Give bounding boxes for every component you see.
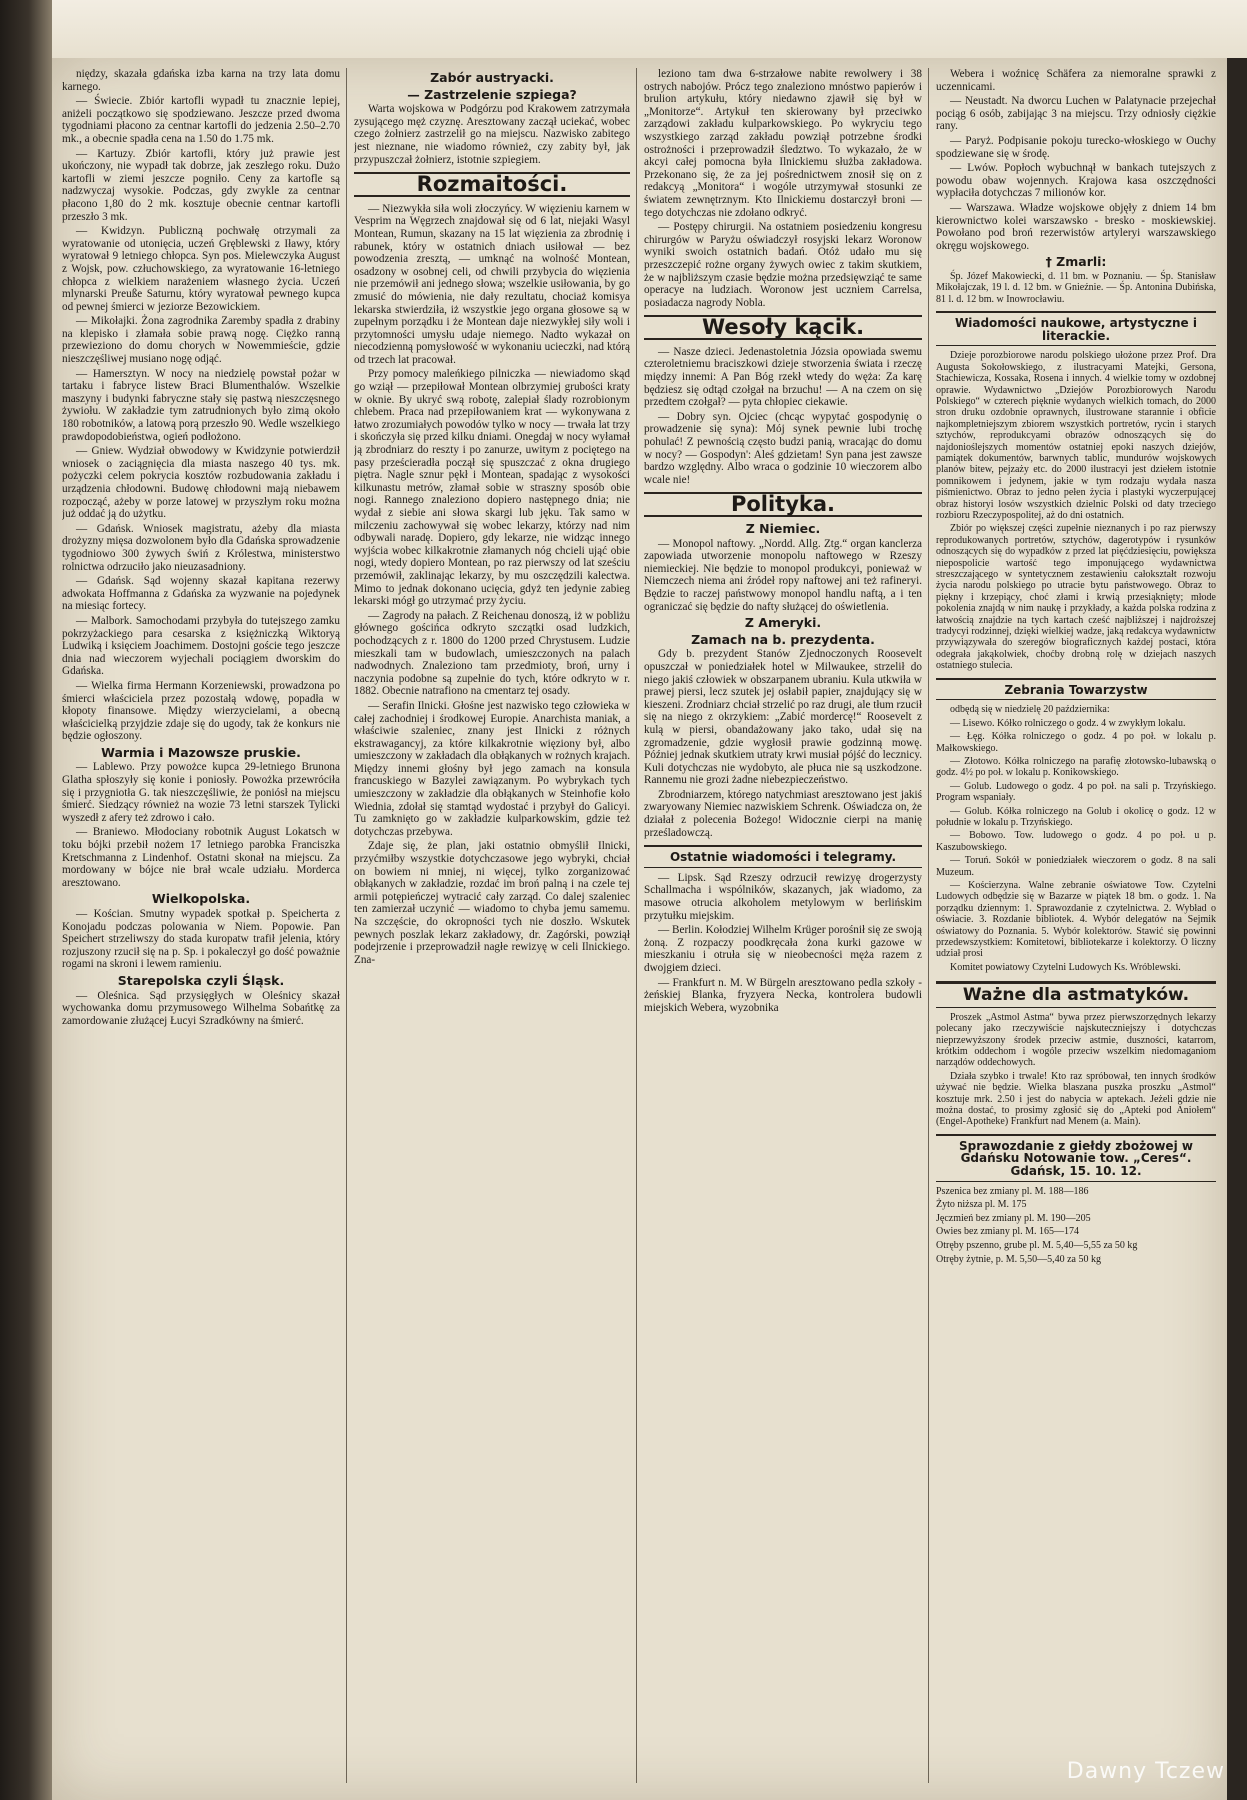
- article-paragraph: — Frankfurt n. M. W Bürgeln aresztowano pedla szkoły - żeńskiej Blanka, fryzyera Necka, kontrolera budowli miejskich Webera, wyzobnika: [644, 976, 922, 1014]
- article-paragraph: — Kościan. Smutny wypadek spotkał p. Speicherta z Konojadu podczas polowania w Niem. Popowie. Pan Speichert strzeliwszy do stada kuropatw trafił jelenia, który rozjuszony rzucił się na p. Sp. i pokaleczył go dość poważnie rogami na skroni i lewem ramieniu.: [62, 908, 340, 971]
- watermark-text: Dawny Tczew: [1066, 1759, 1225, 1784]
- column-rule: [636, 68, 637, 1783]
- article-paragraph: Zdaje się, że plan, jaki ostatnio obmyślił Ilnicki, przyćmiłby wszystkie dotychczasowe jego wybryki, chciał on bowiem ni mniej, ni więcej, tylko zorganizować obłąkanych w zakładzie, rozdać im broń palną i na czele tej armii potępieńczej wytracić cały zarząd. Co dalej szaleniec ten zamierzał uczynić — wiadomo to chyba jemu samemu. Na szczęście, do okropności tych nie doszło. Wskutek pewnych poszlak lekarz zakładowy, dr. Zagórski, powziął podejrzenie i przeprowadził nagłe rewizyę w celi Ilnickiego. Zna-: [354, 840, 630, 966]
- article-paragraph: leziono tam dwa 6-strzałowe nabite rewolwery i 38 ostrych nabojów. Prócz tego znaleziono mnóstwo papierów i brulion artykułu, który niedawno zjawił się był w „Monitorze“. Artykuł ten skierowany był przeciwko zarządowi zakładu kulparkowskiego. Po wykryciu tego wszystkiego zarząd zakładu powziął potrzebne środki ostrożności i przeprowadził śledztwo. To wykazało, że w akcyi całej pomocna była Ilnickiemu służba zakładowa. Przekonano się, że za jej pośrednictwem znosił się on z redakcyą „Monitora“ i wogóle utrzymywał stosunki ze światem zewnętrznym. Kto Ilnickiemu dostarczył broni — tego dotychczas nie zdołano odkryć.: [644, 68, 922, 219]
- article-paragraph: — Wielka firma Hermann Korzeniewski, prowadzona po śmierci właściciela przez pozostałą wdowę, popadła w kłopoty finansowe. Między wierzycielami, a obecną właścicielką przyjdzie zdaje się do ugody, tak że konkurs nie będzie ogłoszony.: [62, 679, 340, 743]
- article-paragraph: — Świecie. Zbiór kartofli wypadł tu znacznie lepiej, aniżeli początkowo się spodziewano. Jeszcze przed dwoma tygodniami płacono za centnar kartofli do jedzenia 2.50–2.70 mk., a obecnie spadła cena na 1.50 do 1.75 mk.: [62, 95, 340, 145]
- article-paragraph: — Oleśnica. Sąd przysięgłych w Oleśnicy skazał wychowanka domu przymusowego Wilhelma Sobańtkę za zamordowanie złużącej Łucyi Szradkówny na śmierć.: [62, 989, 340, 1027]
- notice-paragraph: — Golub. Kółka rolniczego na Golub i okolicę o godz. 12 w południe w lokalu p. Trzyńskiego.: [936, 805, 1216, 828]
- article-paragraph: — Gniew. Wydział obwodowy w Kwidzynie potwierdził wniosek o zaciągnięcia dla miasta naszego 40 tys. mk. pożyczki celem pokrycia kosztów rozbudowania zakładu i urządzenia chłodowni. Budowę chłodowni mają niebawem rozpocząć, ażeby w porze latowej w przyszłym roku można już oddać ją do użytku.: [62, 445, 340, 521]
- article-paragraph: — Serafin Ilnicki. Głośne jest nazwisko tego człowieka w całej zachodniej i środkowej Europie. Anarchista maniak, a właściwie szaleniec, znany jest Ilnicki z różnych ekstrawagancyj, za które kilkakrotnie więziony był, albo umieszczony w zakładach dla obłąkanych w rożnych krajach. Między innemi głośny był jego zamach na konsula francuskiego w Bazylei zawiązanym. Po wybrykach tych umieszczony w zakładzie dla obłąkanych w Steinhofie koło Wiednia, zdołał się stamtąd wydostać i przybył do Galicyi. Tu zamknięto go w zakładzie kulparkowskim, gdzie też dotychczas przebywa.: [354, 699, 630, 838]
- column-4: [936, 68, 1216, 1788]
- article-heading: Z Niemiec.: [745, 521, 821, 536]
- article-paragraph: — Malbork. Samochodami przybyła do tutejszego zamku pokrzyżackiego para cesarska z księżniczką Wiktoryą Ludwiką i księciem Joachimem. Dostojni goście tego jeszcze dnia nad wieczorem wyjechali pociągiem dworskim do Gdańska.: [62, 614, 340, 678]
- article-paragraph: Gdy b. prezydent Stanów Zjednoczonych Roosevelt opuszczał w poniedziałek hotel w Milwaukee, strzelił do niego jakiś człowiek w obszarpanem ubraniu. Kula utkwiła w prawej piersi, lecz szutek jej osłabił papier, znajdujący się w kieszeni. Zrodniarz chciał strzelić po raz drugi, ale tłum rzucił się na niego z okrzykiem: „Zabić mordercę!“ Roosevelt z kulą w piersi, obandażowany jako tako, udał się na zgromadzenie, gdzie wygłosił prawie godzinną mowę. Później jednak skutkiem utraty krwi musiał pójść do lecznicy. Kuli dotychczas nie wydobyto, ale płuca nie są uszkodzone. Rannemu nie grozi żadne niebezpieczeństwo.: [644, 648, 922, 787]
- notice-paragraph: Dzieje porozbiorowe narodu polskiego ułożone przez Prof. Dra Augusta Sokołowskiego, z ilustracyami Matejki, Gersona, Stachiewicza, Kossaka, Rosena i innych. 4 wielkie tomy w ozdobnej oprawie. Wydawnictwo „Dziejów Porozbiorowych Narodu Polskiego“ w czterech pięknie wydanych wielkich tomach, do 2000 stron druku ozdobnie oprawnych, ilustrowane starannie i obficie najkompletniejszym zbiorem wszystkich portretów, rycin i starych sztychów, reprodukcyami obrazów odnoszących się do najdonioślejszych momentów ostatniej epoki naszych dziejów, pamiątek dokumentów, barwnych tablic, mundurów wojskowych planów bitew, pejzaży etc. do 2000 ilustracyi jest dziełem istotnie pomnikowem i jedynem, jakie w tym rodzaju wydała nasza piśmienictwo. Obraz to jedno pełen życia i plastyki wyczerpującej obraz historyi losów wszystkich dzielnic Polski od daty trzeciego rozbioru Rzeczypospolitej, aż do dni ostatnich.: [936, 350, 1216, 521]
- price-line: Otręby żytnie, p. M. 5,50—5,40 za 50 kg: [936, 1253, 1101, 1265]
- notice-paragraph: — Kościerzyna. Walne zebranie oświatowe Tow. Czytelni Ludowych odbędzie się w Bazarze w piątek 18 bm. o godz. 1. Na porządku dziennym: 1. Sprawozdanie z czytelnictwa. 2. Wybład o oświacie. 3. Rozdanie bibliotek. 4. Wybór delegatów na Sejmik oświatowy do Poznania. 5. Wybór kolektorów. Stawić się powinni przedewszystkiem: Komitetowi, bibliotekarze i kolektorzy. O liczny udział prosi: [936, 879, 1216, 960]
- column-rule: [928, 68, 929, 1783]
- section-heading: Polityka.: [644, 492, 922, 517]
- section-heading: Wiadomości naukowe, artystyczne i literackie.: [936, 311, 1216, 346]
- article-paragraph: — Lablewo. Przy powożce kupca 29-letniego Brunona Glatha spłoszyły się konie i poniosły. Powożka przewróciła się i przygniotła G. tak nieszczęśliwie, że poniósł na miejscu śmierć. Siedzący również na wozie 73 letni starszek Tylicki wyszedł z afery też zdrowo i cało.: [62, 761, 340, 824]
- article-paragraph: — Kartuzy. Zbiór kartofli, który już prawie jest ukończony, nie wypadł tak dobrze, jak zeszłego roku. Dużo kartofli w ziemi jeszcze pogniło. Ceny za kartofle są nadzwyczaj wysokie. Podczas, gdy zwykle za centnar płacono 1,80 do 2 mk. kosztuje obecnie centnar kartofli przeszło 3 mk.: [62, 147, 340, 223]
- article-paragraph: — Monopol naftowy. „Nordd. Allg. Ztg.“ organ kanclerza zapowiada utworzenie monopolu naftowego w Rzeszy niemieckiej. Nie będzie to monopol produkcyi, ponieważ w Niemczech niema ani źródeł ropy naftowej ani też rafineryi. Będzie to raczej państwowy monopol handlu naftą, a i ten ograniczać się będzie do nafty służącej do oświetlenia.: [644, 537, 922, 613]
- notice-paragraph: — Łęg. Kółka rolniczego o godz. 4 po poł. w lokalu p. Małkowskiego.: [936, 731, 1216, 754]
- article-paragraph: — Berlin. Kołodziej Wilhelm Krüger porośnił się ze swoją żoną. Z rozpaczy poodkręcała żona kurki gazowe w mieszkaniu i otruła się w nieobecności męża razem z dwojgiem dzieci.: [644, 924, 922, 974]
- article-heading: Starepolska czyli Śląsk.: [117, 972, 285, 988]
- article-paragraph: — Gdańsk. Wniosek magistratu, ażeby dla miasta drożyzny mięsa dozwolonem było dla Gdańska sprowadzenie tygodniowo 300 żywych świń z Królestwa, ministerstwo rolnictwa odrzuciło jako nieuzasadniony.: [62, 522, 340, 573]
- price-line: Jęczmień bez zmiany pl. M. 190—205: [936, 1212, 1091, 1224]
- article-paragraph: Webera i woźnicę Schäfera za niemoralne sprawki z uczennicami.: [936, 68, 1216, 93]
- price-line: Żyto niższa pl. M. 175: [936, 1199, 1027, 1211]
- newspaper-page: [52, 58, 1227, 1800]
- page-top-margin: [52, 0, 1247, 58]
- notice-paragraph: Zbiór po większej części zupełnie nieznanych i po raz pierwszy reprodukowanych portretów, sztychów, dagerotypów i rysunków odnoszących się do wypadków z przed lat pięćdziesięciu, powiększa niepospolicie wartość tego imponującego wydawnictwa streszczającego w syntetycznem zestawieniu całokształt rozwoju życia narodu polskiego po utracie bytu państwowego. Obraz to piękny i krzepiący, choć złami i krwią przesiąknięty; młode pokolenia znajdą w nim naukę i przykłady, a każda polska rodzina z łatwością znajdzie na tych kartach cześć najbliższej i najdroższej tradycyi rodzinnej, dzięki wielkiej wadze, jaką redakcya wydawnictw przywiązywała do szeregów biograficznych każdej postaci, która odegrała jakąkolwiek, choćby drobną rolę w dziejach naszych ostatniego stulecia.: [936, 523, 1216, 672]
- notice-paragraph: Komitet powiatowy Czytelni Ludowych Ks. Wróblewski.: [950, 961, 1181, 973]
- article-paragraph: — Dobry syn. Ojciec (chcąc wypytać gospodynię o prowadzenie się syna): Mój synek pewnie lubi trochę pohulać! Z pewnością często budzi panią, wracając do domu w nocy? — Gospodyn': Aleś gdzietam! Syn pana jest zawsze bardzo względny. Albo wraca o godzinie 10 wieczorem albo wcale nie!: [644, 410, 922, 486]
- price-line: Pszenica bez zmiany pl. M. 188—186: [936, 1185, 1089, 1197]
- column-rule: [346, 68, 347, 1783]
- notice-paragraph: odbędą się w niedzielę 20 października:: [950, 704, 1110, 716]
- column-2: [354, 68, 630, 1788]
- article-heading: † Zmarli:: [1045, 254, 1107, 270]
- article-paragraph: — Neustadt. Na dworcu Luchen w Palatynacie przejechał pociąg 6 osób, zabijając 3 na miejscu. Trzy odniosły ciężkie rany.: [936, 95, 1216, 133]
- notice-paragraph: Proszek „Astmol Astma“ bywa przez pierwszorzędnych lekarzy polecany jako rzeczywiście najskuteczniejszy i dotychczas nieprzewyższony środek przeciw astmie, duszności, katarrom, krótkim oddechom i wogóle przeciw wszelkim niedomaganiom narządów oddechowych.: [936, 1011, 1216, 1069]
- article-paragraph: Przy pomocy maleńkiego pilniczka — niewiadomo skąd go wziął — przepiłował Montean olbrzymiej grubości kraty w oknie. By ukryć swą robotę, zalepiał ślady rozrobionym chlebem. Praca nad przepiłowaniem krat — wykonywana z łatwo zrozumiałych powodów tylko w nocy — trwała lat trzy i skończyła się przed kilku dniami. Onegdaj w nocy wyłamał ją zbrodniarz do reszty i po zanurze, uwitym z pociętego na pasy prześcieradła począł się spuszczać z okna drugiego piętra. Nagle sznur pękł i Montean, spadając z wysokości kilkunastu metrów, złamał sobie w straszny sposób obie nogi. Rannego znaleziono dopiero następnego dnia; nie wydał z siebie ani słowa skargi lub jęku. Tak samo w milczeniu zachowywał się wobec lekarzy, którzy nad nim odbywali naradę. Dopiero, gdy lekarze, nie widząc innego wyjścia wobec kilkakrotnie złamanych nóg chcieli ująć obie nogi, wtedy dopiero Montean, po raz pierwszy od lat sześciu przemówił, zaklinając lekarzy, by mu oszczędzili kalectwa. Mimo to jednak dokonano ucięcia, gdyż ten jedynie zabieg lekarski mógł go utrzymać przy życiu.: [354, 368, 630, 608]
- article-paragraph: — Nasze dzieci. Jedenastoletnia Józsia opowiada swemu czteroletniemu braciszkowi dzieje stworzenia świata i rzeczę między innemi: A Pan Bóg rzekł wtedy do węża: Za karę będziesz się odtąd czołgał na brzuchu! — A na czem on się przedtem czołgał? — pyta chłopiec ciekawie.: [644, 345, 922, 409]
- article-paragraph: Warta wojskowa w Podgórzu pod Krakowem zatrzymała zysującego męż czyznę. Aresztowany zaczął uciekać, wobec czego żołnierz zastrzelił go na miejscu. Nazwisko zabitego jest nieznane, nie wiadomo również, czy zabity był, jak przypuszczał żołnierz, istotnie szpiegiem.: [354, 103, 630, 166]
- advert-heading: Ważne dla astmatyków.: [936, 981, 1216, 1008]
- article-paragraph: — Lipsk. Sąd Rzeszy odrzucił rewizyę drogerzysty Schallmacha i wspólników, skazanych, jak wiadomo, za masowe otrucia alkoholem metylowym w berlińskim przytułku miejskim.: [644, 871, 922, 922]
- article-paragraph: — Hamersztyn. W nocy na niedzielę powstał pożar w tartaku i fabryce listew Braci Blumenthalów. Wszelkie maszyny i budynki fabryczne stały się pastwą nieszczęsnego żywiołu. W zakładzie tym zatrudnionych było zimą około 180 robotników, a latową porą przeszło 90. Wedle wszelkiego prawdopodobieństwa, ogień podłożono.: [62, 367, 340, 443]
- notice-paragraph: — Golub. Ludowego o godz. 4 po poł. na sali p. Trzyńskiego. Program wspaniały.: [936, 780, 1216, 804]
- article-paragraph: — Gdańsk. Sąd wojenny skazał kapitana rezerwy adwokata Hoffmanna z Gdańska za wyzwanie na pojedynek na miesiąc fortecy.: [62, 575, 340, 613]
- section-heading: Ostatnie wiadomości i telegramy.: [644, 845, 922, 868]
- article-paragraph: — Warszawa. Władze wojskowe objęły z dniem 14 bm kierownictwo kolei warszawsko - bresko - moskiewskiej. Powołano pod broń rezerwistów artyleryi warszawskiego okręgu wojskowego.: [936, 201, 1216, 252]
- article-heading: — Zastrzelenie szpiega?: [407, 86, 577, 102]
- section-heading: Zebrania Towarzystw: [936, 678, 1216, 701]
- article-paragraph: niędzy, skazała gdańska izba karna na trzy lata domu karnego.: [62, 68, 340, 93]
- notice-paragraph: — Bobowo. Tow. ludowego o godz. 4 po poł. u p. Kaszubowskiego.: [936, 830, 1216, 853]
- book-binding-edge: [0, 0, 52, 1800]
- article-paragraph: — Paryż. Podpisanie pokoju turecko-włoskiego w Ouchy spodziewane się w środę.: [936, 134, 1216, 160]
- column-3: [644, 68, 922, 1788]
- article-paragraph: — Zagrody na pałach. Z Reichenau donoszą, iż w pobliżu głównego gościńca odkryto szczątki osad ludzkich, pochodzących z r. 1800 do 1200 przed Chrystusem. Ludzie mieszkali tam w budowlach, umieszczonych na palach nadwodnych. Znaleziono tam przedmioty, broń, urny i naczynia podobne są zupełnie do tych, które odkryto w r. 1882. Obecnie natrafiono na cmentarz tej osady.: [354, 609, 630, 698]
- section-heading: Wesoły kącik.: [644, 315, 922, 340]
- section-heading: Sprawozdanie z giełdy zbożowej w Gdańsku Notowanie tow. „Ceres“. Gdańsk, 15. 10. 12.: [936, 1134, 1216, 1182]
- article-paragraph: — Braniewo. Młodociany robotnik August Lokatsch w toku bójki przebił nożem 17 letniego parobka Franciszka Kretschmanna z Lindenhof. Ostatni skonał na miejscu. Za mordowany w bójce nie brał wcale udziału. Morderca aresztowano.: [62, 826, 340, 889]
- notice-paragraph: Działa szybko i trwale! Kto raz spróbował, ten innych środków używać nie będzie. Wielka blaszana puszka proszku „Astmol“ kosztuje mrk. 2.50 i jest do nabycia w aptekach. Jeżeli gdzie nie można dostać, to prosimy zgłosić się do „Apteki pod Aniołem“ (Engel-Apotheke) Frankfurt nad Menem (a. Main).: [936, 1070, 1216, 1128]
- article-paragraph: — Niezwykła siła woli złoczyńcy. W więzieniu karnem w Vesprim na Węgrzech znajdował się od 6 lat, niejaki Wasyl Montean, Rumun, skazany na 15 lat więzienia za zbrodnię i rabunek, który w ostatnich dniach usiłował — bez powodzenia zresztą, — umknąć na wolność Montean, osadzony w osobnej celi, od chwili przybycia do więzienia nie przemówił ani jednego słowa; wszelkie usiłowania, by go zmusić do mówienia, nie dały rezultatu, chociaż komisya lekarska stwierdziła, iż wszystkie jego organa głosowe są w zupełnym porządku i że Montean daje niezwykłej siły woli i przytomności umysłu udaje niemego. Nadto wykazał on niecodzienną pomysłowość w wykonaniu ucieczki, nad którą od trzech lat pracował.: [354, 202, 630, 366]
- article-heading: Wielkopolska.: [151, 891, 251, 907]
- notice-paragraph: Śp. Józef Makowiecki, d. 11 bm. w Poznaniu. — Śp. Stanisław Mikołajczak, 19 l. d. 12 bm. w Gnieźnie. — Śp. Antonina Dubińska, 81 l. d. 12 bm. w Inowrocławiu.: [936, 270, 1216, 305]
- article-heading: Zamach na b. prezydenta.: [691, 631, 875, 647]
- article-heading: Z Ameryki.: [744, 615, 822, 631]
- notice-paragraph: — Złotowo. Kółka rolniczego na parafię złotowsko-lubawską o godz. 4½ po poł. w lokalu p. Konikowskiego.: [936, 755, 1216, 779]
- article-paragraph: Zbrodniarzem, którego natychmiast aresztowano jest jakiś zwaryowany Niemiec nazwiskiem Schrenk. Oświadcza on, że działał z polecenia Bożego! Widocznie cierpi na manię prześladowczą.: [644, 788, 922, 839]
- price-line: Owies bez zmiany pl. M. 165—174: [936, 1226, 1080, 1238]
- section-heading: Rozmaitości.: [354, 172, 630, 197]
- article-paragraph: — Kwidzyn. Publiczną pochwałę otrzymali za wyratowanie od utonięcia, uczeń Gręblewski z Iławy, który wyratował 9 letniego chłopca. Syn pos. Mielewczyka August z Wojsk, pow. człuchowskiego, za wyratowanie 16-letniego chłopca z wielkiem narażeniem własnego życia. Uczeń mlynarski Preuße Saturnu, który wyratował pewnego kupca od pewnej śmierci w jeziorze Bezowickiem.: [62, 225, 340, 313]
- price-line: Otręby pszenno, grube pl. M. 5,40—5,55 za 50 kg: [936, 1240, 1138, 1252]
- article-paragraph: — Postępy chirurgii. Na ostatniem posiedzeniu kongresu chirurgów w Paryżu oświadczył rosyjski lekarz Woronow wyniki swoich ostatnich badań. Otóż udało mu się przeszczepić rożne organy żywych owiec z takim skutkiem, że w najbliższym czasie będzie można przedsięwziąć te same operacye na ludziach. Woronow jest uczniem Carrelsa, posiadacza nagrody Nobla.: [644, 221, 922, 309]
- article-heading: Warmia i Mazowsze pruskie.: [101, 744, 301, 760]
- column-1: [62, 68, 340, 1788]
- article-heading: Zabór austryacki.: [430, 70, 554, 85]
- notice-paragraph: — Lisewo. Kółko rolniczego o godz. 4 w zwykłym lokalu.: [950, 717, 1186, 729]
- article-paragraph: — Lwów. Popłoch wybuchnął w bankach tutejszych z powodu obaw wojennych. Krajowa kasa oszczędności wypłaciła dotychczas 7 milionów kor.: [936, 162, 1216, 200]
- article-paragraph: — Mikołajki. Żona zagrodnika Zaremby spadła z drabiny na klepisko i złamała sobie prawą nogę. Ciężko ranną przewieziono do domu chorych w Nowemmieście, gdzie nieszczęśliwej musiano nogę odjąć.: [62, 315, 340, 366]
- notice-paragraph: — Toruń. Sokół w poniedziałek wieczorem o godz. 8 na sali Muzeum.: [936, 855, 1216, 878]
